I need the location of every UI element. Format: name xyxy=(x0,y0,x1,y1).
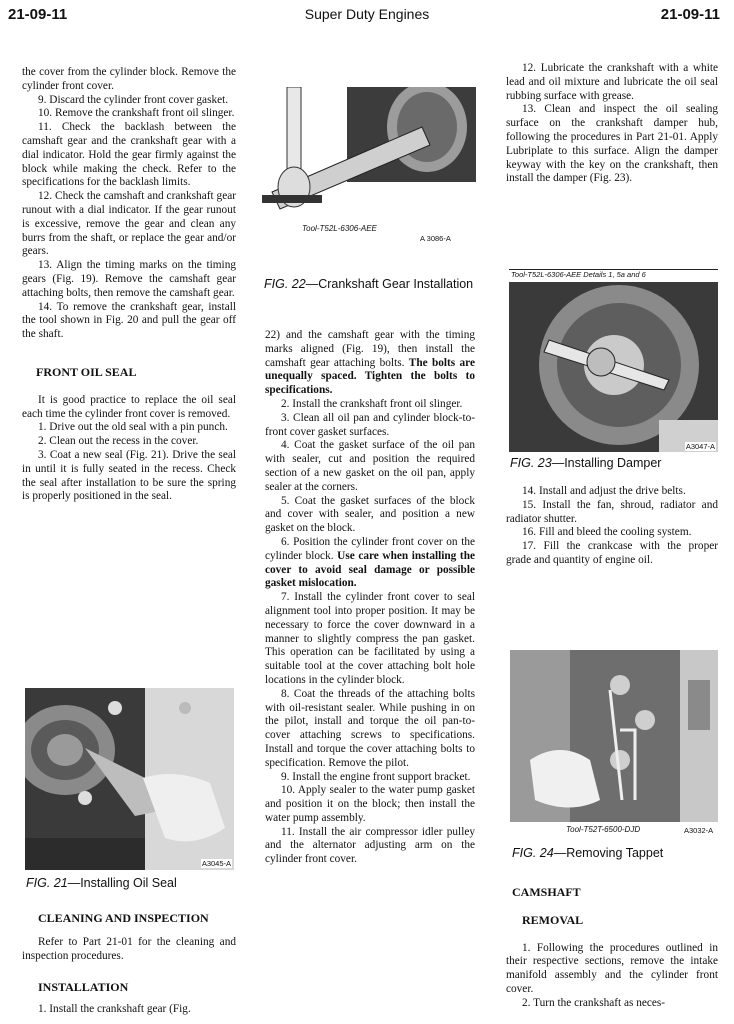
section-heading-camshaft: CAMSHAFT xyxy=(512,885,581,899)
figure-code: A 3086-A xyxy=(420,234,451,243)
step-2: 2. Clean out the recess in the cover. xyxy=(38,435,199,448)
figure-number: FIG. 21 xyxy=(26,876,68,890)
paragraph-text: 22) and the camshaft gear with the timing marks aligned (Fig. 19), then install the camshaft gear attaching bolts. xyxy=(265,329,475,369)
step-4: 4. Coat the gasket surface of the oil pan with sealer, cut and position the required section of a new gasket on the oil pan, apply sealer at the corners. xyxy=(265,439,475,493)
section-heading-cleaning: CLEANING AND INSPECTION xyxy=(38,911,209,925)
figure-22-caption: FIG. 22—Crankshaft Gear Installation xyxy=(264,277,474,291)
step-10: 10. Remove the crankshaft front oil slinger. xyxy=(38,107,235,120)
bold-note: The bolts are unequally spaced. Tighten the bolts to specifications. xyxy=(265,356,475,397)
figure-23-photo xyxy=(509,269,718,452)
figure-23-caption: FIG. 23—Installing Damper xyxy=(510,456,662,470)
figure-number: FIG. 24 xyxy=(512,846,554,860)
step-15: 15. Install the fan, shroud, radiator and radiator shutter. xyxy=(506,498,718,525)
paragraph-text: 6. Position the cylinder front cover on the cylinder block. xyxy=(265,535,475,562)
figure-code: A3045-A xyxy=(201,859,231,868)
step-5: 5. Coat the gasket surfaces of the block and cover with sealer, and position a new gasket on the block. xyxy=(265,494,475,535)
figure-title: Crankshaft Gear Installation xyxy=(318,277,474,291)
figure-title: Installing Oil Seal xyxy=(80,876,177,890)
damper-illustration xyxy=(509,270,718,452)
tool-label: Tool-T52T-6500-DJD xyxy=(566,825,641,834)
step-13: 13. Align the timing marks on the timing gears (Fig. 19). Remove the camshaft gear attaching bolts, then remove the camshaft gear. xyxy=(22,259,236,299)
figure-number: FIG. 22 xyxy=(264,277,306,291)
paragraph xyxy=(265,329,475,398)
step-16: 16. Fill and bleed the cooling system. xyxy=(522,526,692,539)
section-heading-removal: REMOVAL xyxy=(522,912,584,927)
step-14: 14. Install and adjust the drive belts. xyxy=(522,485,686,497)
step-12: 12. Check the camshaft and crankshaft gear runout with a dial indicator. If the gear runout is excessive, remove the gear and clean any burrs from the shaft, or replace the gear and/or gears. xyxy=(22,190,236,258)
step-7: 7. Install the cylinder front cover to seal alignment tool into proper position. It may be necessary to force the cover downward in a manner to slightly compress the pan gasket. This operation can be facilitated by using a suitable tool at the cover attaching bolt hole locations in the cylinder block. xyxy=(265,591,475,686)
step-14: 14. To remove the crankshaft gear, install the tool shown in Fig. 20 and pull the gear off the shaft. xyxy=(22,300,236,341)
section-heading-installation: INSTALLATION xyxy=(38,980,129,995)
step-10: 10. Apply sealer to the water pump gasket and position it on the block; then install the water pump assembly. xyxy=(265,784,475,824)
step-8: 8. Coat the threads of the attaching bolts with oil-resistant sealer. While pushing in on the pilot, install and torque the oil pan-to-cover attaching screws to specifications. Install and torque the cover attaching bolts to specification. Remove the pilot. xyxy=(265,687,475,769)
step-1: 1. Install the crankshaft gear (Fig. xyxy=(38,1003,191,1016)
tappet-illustration xyxy=(510,650,718,822)
column-3-bottom xyxy=(506,886,718,1011)
step-6 xyxy=(265,536,475,591)
column-1-bottom xyxy=(22,912,236,1017)
paragraph: the cover from the cylinder block. Remove the cylinder front cover. xyxy=(22,66,236,92)
figure-code: A3047-A xyxy=(685,442,715,451)
page-number-right: 21-09-11 xyxy=(660,6,720,23)
figure-21-photo xyxy=(25,688,234,870)
step-1: 1. Following the procedures outlined in their respective sections, remove the intake manifold assembly and the cylinder front cover. xyxy=(506,941,718,995)
step-1: 1. Drive out the old seal with a pin punch. xyxy=(38,421,228,434)
column-2 xyxy=(265,329,475,867)
step-17: 17. Fill the crankcase with the proper grade and quantity of engine oil. xyxy=(506,540,718,566)
step-3: 3. Clean all oil pan and cylinder block-to-front cover gasket surfaces. xyxy=(265,411,475,438)
step-9: 9. Discard the cylinder front cover gasket. xyxy=(38,93,229,106)
crankshaft-gear-illustration xyxy=(262,87,476,224)
section-heading-front-oil-seal: FRONT OIL SEAL xyxy=(36,364,137,379)
page-header xyxy=(0,6,734,28)
figure-number: FIG. 23 xyxy=(510,456,552,470)
tool-label: Tool-T52L-6306-AEE xyxy=(302,224,377,233)
step-9: 9. Install the engine front support bracket. xyxy=(281,770,471,783)
figure-21-caption: FIG. 21—Installing Oil Seal xyxy=(26,876,177,890)
step-11: 11. Check the backlash between the camshaft gear and the crankshaft gear with a dial indicator. Hold the gear firmly against the block while making the check. Refer to the specifications for the backlash limits. xyxy=(22,121,236,189)
figure-24-caption: FIG. 24—Removing Tappet xyxy=(512,846,664,860)
figure-code: A3032-A xyxy=(684,826,714,835)
step-11: 11. Install the air compressor idler pulley and the alternator adjusting arm on the cylinder front cover. xyxy=(265,825,475,866)
step-2: 2. Turn the crankshaft as neces- xyxy=(522,996,666,1009)
figure-title: Installing Damper xyxy=(564,456,662,470)
column-3 xyxy=(506,62,718,186)
paragraph: It is good practice to replace the oil seal each time the cylinder front cover is removed. xyxy=(22,393,236,420)
paragraph: Refer to Part 21-01 for the cleaning and inspection procedures. xyxy=(22,935,236,962)
figure-title: Removing Tappet xyxy=(566,846,664,860)
tool-label: Tool-T52L-6306-AEE Details 1, 5a and 6 xyxy=(511,270,646,279)
step-12: 12. Lubricate the crankshaft with a white lead and oil mixture and lubricate the oil seal rubbing surface with grease. xyxy=(506,62,718,102)
page-title: Super Duty Engines xyxy=(304,6,430,22)
figure-22-photo xyxy=(262,87,476,224)
step-3: 3. Coat a new seal (Fig. 21). Drive the seal in until it is fully seated in the recess. Check the seal after installation to be sure the spring is properly positioned in the seal. xyxy=(22,448,236,503)
column-3-middle xyxy=(506,485,718,568)
step-13: 13. Clean and inspect the oil sealing surface on the crankshaft damper hub, following the procedures in Part 21-01. Apply Lubriplate to this surface. Align the damper keyway with the key on the crankshaft, then install the damper (Fig. 23). xyxy=(506,103,718,185)
page-number-left: 21-09-11 xyxy=(8,6,68,23)
column-1 xyxy=(22,66,236,504)
step-2: 2. Install the crankshaft front oil slinger. xyxy=(281,397,463,410)
bold-note: Use care when installing the cover to avoid seal damage or possible gasket mislocation. xyxy=(265,549,475,590)
figure-24-photo xyxy=(510,650,718,822)
oil-seal-illustration xyxy=(25,688,234,870)
